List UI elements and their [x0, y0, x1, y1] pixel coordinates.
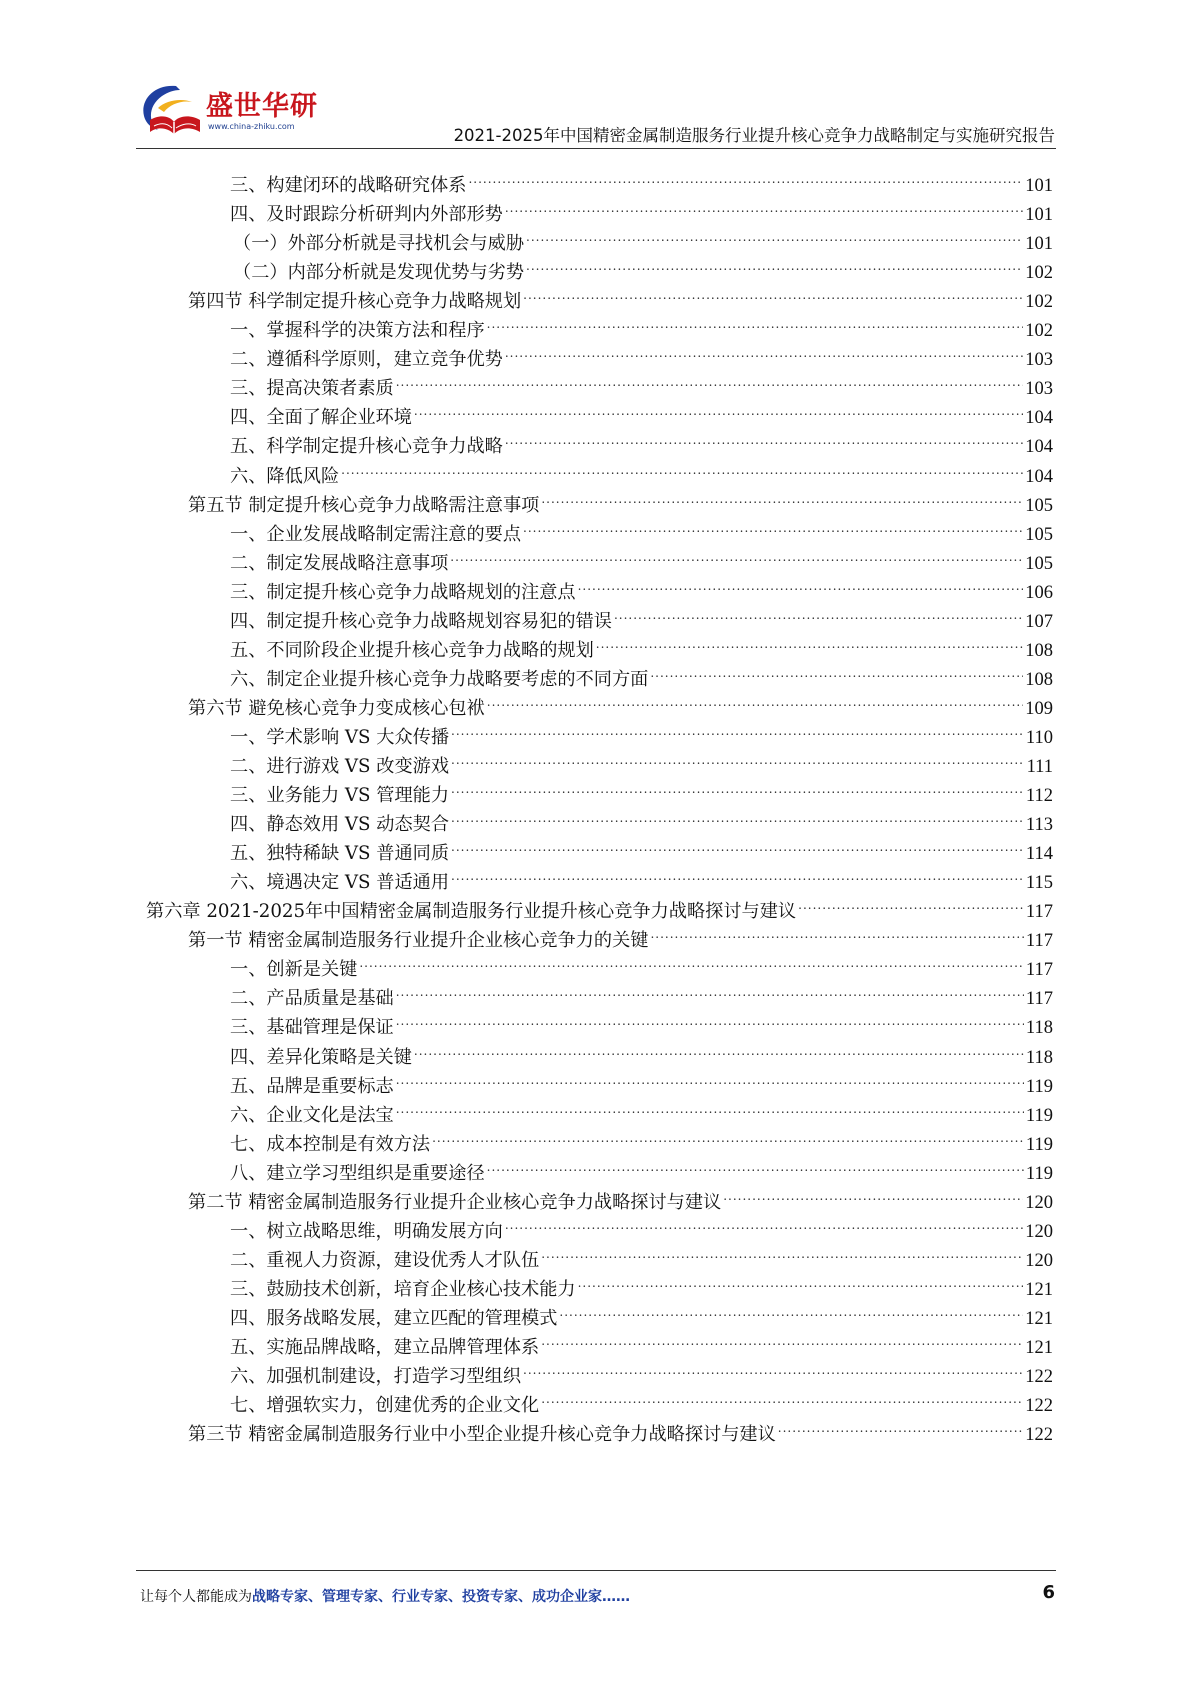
toc-entry[interactable]: [188, 480, 1053, 516]
toc-dot-leader: [487, 1148, 1024, 1179]
toc-entry-title: 五、不同阶段企业提升核心竞争力战略的规划: [230, 639, 594, 661]
toc-entry-page: 120: [1025, 1250, 1053, 1271]
toc-entry-page: 122: [1025, 1396, 1053, 1417]
toc-entry[interactable]: [188, 683, 1053, 719]
toc-entry-title: 第四节 科学制定提升核心竞争力战略规划: [188, 291, 522, 313]
toc-entry-page: 117: [1025, 989, 1053, 1010]
toc-entry-title: 三、构建闭环的战略研究体系: [230, 175, 467, 196]
page-header: [0, 0, 1191, 152]
toc-dot-leader: [596, 625, 1023, 656]
toc-entry-page: 118: [1025, 1047, 1053, 1068]
toc-entry[interactable]: [230, 1351, 1053, 1388]
toc-entry-title: 四、静态效用 VS 动态契合: [230, 814, 450, 836]
toc-entry-title: 二、遵循科学原则，建立竞争优势: [230, 349, 503, 371]
toc-dot-leader: [432, 1119, 1024, 1150]
toc-entry-title: 六、制定企业提升核心竞争力战略要考虑的不同方面: [230, 668, 649, 690]
toc-entry-page: 115: [1025, 873, 1053, 894]
toc-dot-leader: [450, 538, 1023, 569]
logo-text: 盛世华研: [206, 91, 318, 122]
toc-entry-title: 六、降低风险: [230, 465, 340, 487]
toc-dot-leader: [578, 567, 1024, 598]
toc-dot-leader: [487, 305, 1024, 336]
toc-entry-title: 六、境遇决定 VS 普适通用: [230, 872, 450, 894]
toc-entry-page: 113: [1025, 815, 1053, 836]
toc-entry[interactable]: [230, 334, 1053, 371]
toc-entry-title: 一、企业发展战略制定需注意的要点: [230, 523, 522, 545]
page-number: 6: [1042, 1582, 1055, 1603]
toc-entry-title: 三、业务能力 VS 管理能力: [230, 785, 450, 807]
toc-entry[interactable]: [230, 1002, 1053, 1039]
toc-dot-leader: [723, 1177, 1023, 1208]
toc-entry[interactable]: [230, 421, 1053, 458]
toc-entry[interactable]: [230, 1264, 1053, 1300]
toc-entry-page: 102: [1025, 263, 1053, 284]
toc-dot-leader: [451, 799, 1024, 830]
toc-entry-title: 五、实施品牌战略，建立品牌管理体系: [230, 1337, 540, 1358]
toc-entry-title: 第二节 精密金属制造服务行业提升企业核心竞争力战略探讨与建议: [188, 1191, 722, 1213]
toc-entry[interactable]: [230, 1090, 1053, 1126]
toc-entry-page: 104: [1025, 437, 1053, 458]
toc-entry[interactable]: [233, 247, 1053, 284]
toc-entry-title: 一、创新是关键: [230, 959, 358, 981]
toc-entry-title: 第六章 2021-2025年中国精密金属制造服务行业提升核心竞争力战略探讨与建议: [146, 901, 797, 923]
toc-entry[interactable]: [230, 625, 1053, 661]
toc-entry-page: 120: [1025, 1221, 1053, 1242]
toc-dot-leader: [523, 509, 1023, 540]
toc-entry[interactable]: [230, 1148, 1053, 1184]
toc-entry-title: 第五节 制定提升核心竞争力战略需注意事项: [188, 494, 540, 516]
toc-entry-page: 108: [1025, 640, 1053, 661]
toc-entry[interactable]: [230, 596, 1053, 632]
toc-entry-page: 102: [1025, 321, 1053, 342]
toc-entry[interactable]: [146, 886, 1053, 923]
toc-entry[interactable]: [230, 451, 1053, 487]
toc-entry-title: 五、科学制定提升核心竞争力战略: [230, 436, 503, 458]
toc-entry-page: 110: [1025, 727, 1053, 748]
toc-dot-leader: [487, 683, 1023, 714]
toc-entry[interactable]: [230, 1206, 1053, 1242]
toc-entry-page: 119: [1025, 1134, 1053, 1155]
toc-entry-title: 一、学术影响 VS 大众传播: [230, 726, 450, 748]
toc-dot-leader: [505, 421, 1023, 452]
toc-entry[interactable]: [230, 392, 1053, 429]
toc-entry[interactable]: [230, 305, 1053, 342]
toc-entry-title: 四、服务战略发展，建立匹配的管理模式: [230, 1307, 558, 1329]
toc-entry-page: 122: [1025, 1425, 1053, 1446]
toc-entry-title: 五、品牌是重要标志: [230, 1075, 394, 1097]
footer-slogan: [140, 1586, 630, 1606]
toc-dot-leader: [451, 770, 1024, 801]
toc-entry[interactable]: [230, 712, 1053, 748]
toc-dot-leader: [523, 1351, 1023, 1382]
toc-entry[interactable]: [230, 857, 1053, 894]
toc-entry-page: 121: [1025, 1308, 1053, 1329]
toc-entry-title: （一）外部分析就是寻找机会与威胁: [233, 233, 525, 255]
toc-entry-title: 一、掌握科学的决策方法和程序: [230, 320, 485, 342]
toc-entry[interactable]: [230, 538, 1053, 574]
toc-entry[interactable]: [230, 741, 1053, 777]
toc-entry[interactable]: [230, 973, 1053, 1010]
toc-dot-leader: [359, 944, 1024, 975]
toc-entry-title: 三、基础管理是保证: [230, 1017, 394, 1039]
toc-dot-leader: [414, 1032, 1024, 1063]
toc-entry[interactable]: [188, 276, 1053, 313]
toc-dot-leader: [614, 596, 1023, 627]
toc-dot-leader: [526, 247, 1023, 278]
toc-entry[interactable]: [230, 509, 1053, 545]
toc-entry-page: 101: [1025, 176, 1053, 196]
toc-entry-page: 108: [1025, 669, 1053, 690]
toc-entry-page: 104: [1025, 466, 1053, 487]
toc-dot-leader: [505, 334, 1023, 365]
toc-dot-leader: [650, 915, 1023, 946]
toc-dot-leader: [541, 480, 1023, 511]
toc-entry[interactable]: [230, 1032, 1053, 1068]
toc-dot-leader: [396, 363, 1024, 394]
toc-entry-page: 112: [1025, 786, 1053, 807]
toc-entry-title: 三、制定提升核心竞争力战略规划的注意点: [230, 581, 576, 603]
toc-dot-leader: [541, 1235, 1023, 1266]
toc-entry[interactable]: [230, 1322, 1053, 1358]
toc-entry[interactable]: [188, 915, 1053, 952]
toc-entry-title: 第六节 避免核心竞争力变成核心包袱: [188, 697, 485, 719]
toc-entry-title: 四、制定提升核心竞争力战略规划容易犯的错误: [230, 610, 612, 632]
toc-entry-page: 121: [1025, 1279, 1053, 1300]
toc-dot-leader: [798, 886, 1024, 917]
toc-dot-leader: [396, 1061, 1024, 1092]
footer-divider: [136, 1570, 1056, 1571]
toc-entry-page: 104: [1025, 408, 1053, 429]
toc-dot-leader: [396, 1002, 1024, 1033]
toc-entry[interactable]: [230, 1061, 1053, 1097]
toc-dot-leader: [341, 451, 1023, 482]
toc-dot-leader: [451, 828, 1024, 859]
toc-entry-page: 105: [1025, 524, 1053, 545]
toc-entry-page: 117: [1025, 902, 1053, 923]
toc-entry-page: 105: [1025, 553, 1053, 574]
toc-entry-page: 117: [1025, 931, 1053, 952]
toc-entry[interactable]: [230, 189, 1053, 226]
toc-entry-title: 第一节 精密金属制造服务行业提升企业核心竞争力的关键: [188, 930, 649, 952]
toc-entry[interactable]: [188, 1177, 1053, 1213]
toc-entry-title: 六、企业文化是法宝: [230, 1104, 394, 1126]
toc-entry[interactable]: [230, 567, 1053, 603]
toc-dot-leader: [505, 1206, 1023, 1237]
toc-entry-title: （二）内部分析就是发现优势与劣势: [233, 262, 525, 284]
toc-dot-leader: [541, 1322, 1023, 1353]
toc-entry-title: 七、成本控制是有效方法: [230, 1133, 431, 1155]
toc-dot-leader: [396, 1090, 1024, 1121]
toc-entry[interactable]: [230, 160, 1053, 196]
toc-entry-page: 119: [1025, 1076, 1053, 1097]
toc-entry-page: 103: [1025, 379, 1053, 400]
toc-entry-page: 107: [1025, 611, 1053, 632]
toc-entry-title: 一、树立战略思维，明确发展方向: [230, 1220, 503, 1242]
toc-entry-title: 二、重视人力资源，建设优秀人才队伍: [230, 1249, 540, 1271]
toc-entry-page: 101: [1025, 205, 1053, 226]
toc-entry[interactable]: [230, 770, 1053, 807]
toc-entry-page: 103: [1025, 350, 1053, 371]
toc-entry-page: 120: [1025, 1192, 1053, 1213]
toc-entry-page: 122: [1025, 1367, 1053, 1388]
toc-entry-page: 114: [1025, 844, 1053, 865]
slogan-emphasis: 战略专家、管理专家、行业专家、投资专家、成功企业家……: [252, 1589, 630, 1605]
toc-dot-leader: [559, 1293, 1023, 1324]
toc-entry-title: 四、全面了解企业环境: [230, 407, 412, 429]
toc-entry-page: 105: [1025, 495, 1053, 516]
toc-entry[interactable]: [230, 944, 1053, 981]
toc-entry[interactable]: [230, 1293, 1053, 1329]
toc-entry-page: 119: [1025, 1105, 1053, 1126]
toc-dot-leader: [396, 973, 1024, 1004]
toc-entry-title: 七、增强软实力，创建优秀的企业文化: [230, 1395, 540, 1417]
toc-entry[interactable]: [230, 1119, 1053, 1155]
toc-dot-leader: [451, 741, 1025, 772]
toc-entry-title: 二、进行游戏 VS 改变游戏: [230, 756, 450, 777]
toc-dot-leader: [505, 189, 1023, 220]
header-divider: [136, 148, 1056, 149]
toc-entry-page: 121: [1025, 1338, 1053, 1358]
toc-entry[interactable]: [233, 218, 1053, 255]
toc-entry-title: 六、加强机制建设，打造学习型组织: [230, 1366, 522, 1388]
toc-dot-leader: [778, 1409, 1023, 1440]
toc-entry-page: 102: [1025, 292, 1053, 313]
toc-dot-leader: [468, 160, 1023, 191]
toc-entry[interactable]: [230, 654, 1053, 690]
toc-entry-title: 五、独特稀缺 VS 普通同质: [230, 843, 450, 865]
book-swoosh-logo-icon: [136, 80, 208, 144]
toc-entry[interactable]: [188, 1409, 1053, 1446]
toc-entry-title: 四、及时跟踪分析研判内外部形势: [230, 204, 503, 226]
toc-dot-leader: [650, 654, 1023, 685]
toc-entry-title: 八、建立学习型组织是重要途径: [230, 1162, 485, 1184]
toc-entry-title: 第三节 精密金属制造服务行业中小型企业提升核心竞争力战略探讨与建议: [188, 1424, 776, 1446]
toc-dot-leader: [526, 218, 1023, 249]
toc-entry-page: 119: [1025, 1163, 1053, 1184]
toc-entry[interactable]: [230, 1380, 1053, 1417]
toc-entry-title: 四、差异化策略是关键: [230, 1046, 412, 1068]
toc-entry-page: 109: [1025, 698, 1053, 719]
toc-dot-leader: [523, 276, 1023, 307]
toc-entry-page: 106: [1025, 582, 1053, 603]
logo-url: www.china-zhiku.com: [208, 122, 295, 131]
toc-entry[interactable]: [230, 1235, 1053, 1271]
toc-entry[interactable]: [230, 799, 1053, 836]
toc-dot-leader: [451, 712, 1024, 743]
toc-dot-leader: [578, 1264, 1024, 1295]
toc-entry-page: 118: [1025, 1018, 1053, 1039]
toc-dot-leader: [414, 392, 1023, 423]
toc-entry-title: 二、制定发展战略注意事项: [230, 552, 449, 574]
toc-entry-page: 111: [1026, 757, 1053, 777]
slogan-prefix: 让每个人都能成为: [140, 1589, 252, 1605]
toc-entry[interactable]: [230, 828, 1053, 865]
toc-entry-title: 三、提高决策者素质: [230, 378, 394, 400]
document-title: 2021-2025年中国精密金属制造服务行业提升核心竞争力战略制定与实施研究报告: [453, 126, 1055, 145]
company-logo: [136, 80, 316, 144]
toc-entry-title: 三、鼓励技术创新，培育企业核心技术能力: [230, 1278, 576, 1300]
toc-entry[interactable]: [230, 363, 1053, 400]
toc-entry-title: 二、产品质量是基础: [230, 988, 394, 1010]
toc-dot-leader: [451, 857, 1024, 888]
toc-entry-page: 117: [1025, 960, 1053, 981]
toc-entry-page: 101: [1025, 234, 1053, 255]
toc-dot-leader: [541, 1380, 1023, 1411]
